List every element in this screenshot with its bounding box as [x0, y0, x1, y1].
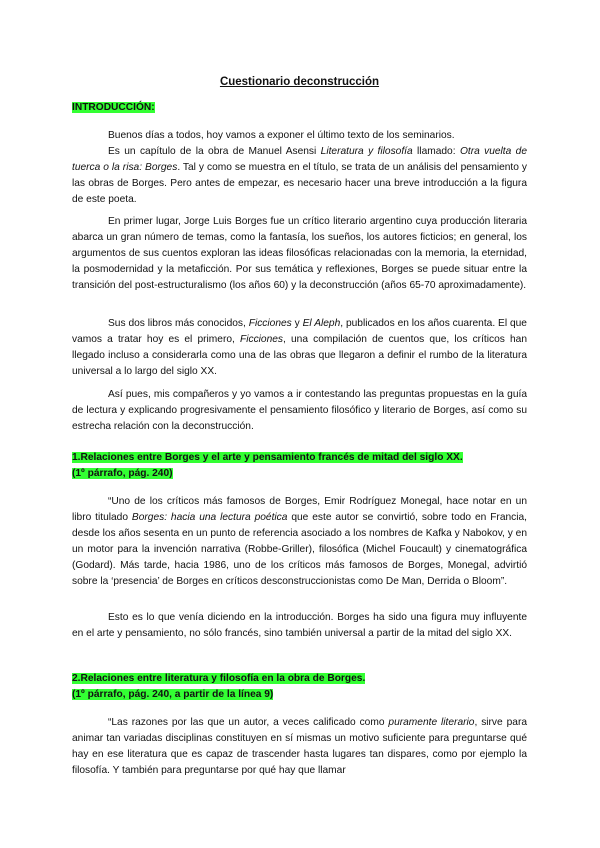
section-1-comment: Esto es lo que venía diciendo en la introducción. Borges ha sido una figura muy influyente en el arte y pensamiento, no sólo francés, sino también universal a partir de la mitad del siglo XX.	[72, 612, 527, 639]
section-2-quote: “Las razones por las que un autor, a veces calificado como puramente literario, sirve para animar tan variadas disciplinas constituyen en sí mismas un motivo suficiente para preguntarse qué hay en ese literatura que es capaz de trascender hasta lugares tan dispares, como por ejemplo la filosofía. Y también para preguntarse por qué hay que llamar	[72, 717, 528, 776]
intro-heading: INTRODUCCIÓN:	[72, 102, 155, 113]
section-1-heading-line-2: (1º párrafo, pág. 240)	[72, 468, 173, 479]
intro-paragraph-5: Así pues, mis compañeros y yo vamos a ir contestando las preguntas propuestas en la guía de lectura y explicando progresivamente el pensamiento filosófico y literario de Borges, así como su estrecha relación con la deconstrucción.	[72, 389, 527, 432]
intro-paragraph-4: Sus dos libros más conocidos, Ficciones y El Aleph, publicados en los años cuarenta. El que vamos a tratar hoy es el primero, Ficciones, una compilación de cuentos que, los críticos han llegado incluso a considerarla como una de las obras que llegaron a definir el rumbo de la literatura universal a lo largo del siglo XX.	[72, 318, 527, 377]
section-2-heading	[72, 671, 527, 703]
intro-paragraph-1: Buenos días a todos, hoy vamos a exponer el último texto de los seminarios.	[108, 130, 455, 141]
section-1-heading	[72, 450, 527, 482]
intro-paragraph-3: En primer lugar, Jorge Luis Borges fue un crítico literario argentino cuya producción literaria abarca un gran número de temas, como la fantasía, los sueños, los autores ficticios; en general, los argumentos de sus cuentos exploran las ideas filosóficas relacionadas con la memoria, la eternidad, la posmodernidad y la metaficción. Por sus temática y reflexiones, Borges se puede situar entre la transición del post-estructuralismo (los años 60) y la deconstrucción (años 65-70 aproximadamente).	[72, 216, 527, 291]
intro-paragraph-1-2	[72, 128, 527, 208]
section-1-quote: “Uno de los críticos más famosos de Borges, Emir Rodríguez Monegal, hace notar en un libro titulado Borges: hacia una lectura poética que este autor se convirtió, sobre todo en Francia, desde los años sesenta en un punto de referencia asociado a los nombres de Kafka y Nabokov, y en un motor para la invención narrativa (Robbe-Griller), filosófica (Michel Foucault) y cinematográfica (Godard). Más tarde, hacia 1986, uno de los críticos más famosos de Borges, Monegal, advirtió sobre la ‘presencia’ de Borges en críticos desconstruccionistas como De Man, Derrida o Bloom”.	[72, 496, 528, 587]
document-title: Cuestionario deconstrucción	[219, 76, 380, 88]
section-2-heading-line-1: 2.Relaciones entre literatura y filosofía en la obra de Borges.	[72, 673, 366, 684]
intro-heading-block	[72, 100, 527, 116]
section-2-heading-line-2: (1º párrafo, pág. 240, a partir de la línea 9)	[72, 689, 274, 700]
intro-paragraph-2: Es un capítulo de la obra de Manuel Asensi Literatura y filosofía llamado: Otra vuelta de tuerca o la risa: Borges. Tal y como se muestra en el título, se trata de un análisis del pensamiento y las obras de Borges. Pero antes de empezar, es necesario hacer una breve introducción a la figura de este poeta.	[72, 146, 528, 205]
section-1-heading-line-1: 1.Relaciones entre Borges y el arte y pensamiento francés de mitad del siglo XX.	[72, 452, 463, 463]
